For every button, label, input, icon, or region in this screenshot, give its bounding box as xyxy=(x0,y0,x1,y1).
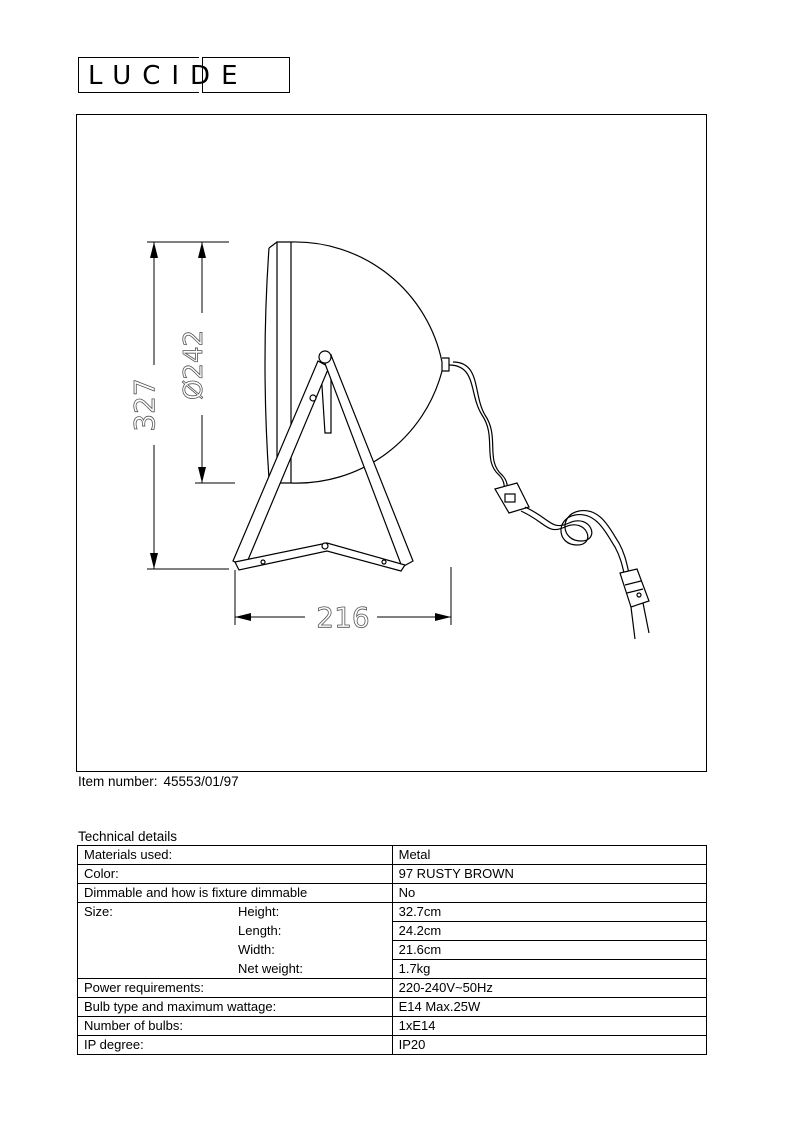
table-row xyxy=(78,979,707,998)
spec-label: IP degree: xyxy=(78,1036,393,1055)
table-row xyxy=(78,922,707,941)
spec-label: Number of bulbs: xyxy=(78,1017,393,1036)
spec-label-cell xyxy=(78,960,393,979)
spec-value: 21.6cm xyxy=(392,941,706,960)
height-dimension xyxy=(128,242,229,569)
brand-logo xyxy=(78,57,290,95)
spec-label-cell xyxy=(78,903,393,922)
logo-text: LUCIDE xyxy=(88,61,249,91)
spec-label: Bulb type and maximum wattage: xyxy=(78,998,393,1017)
spec-sublabel: Width: xyxy=(238,942,275,957)
table-row xyxy=(78,865,707,884)
table-row xyxy=(78,960,707,979)
table-row xyxy=(78,941,707,960)
spec-sublabel: Height: xyxy=(238,904,280,920)
item-number-value: 45553/01/97 xyxy=(163,774,239,789)
lamp-drawing-svg xyxy=(77,115,706,771)
spec-label: Dimmable and how is fixture dimmable xyxy=(78,884,393,903)
item-number-label: Item number: xyxy=(78,774,158,789)
spec-value: E14 Max.25W xyxy=(392,998,706,1017)
table-row xyxy=(78,1036,707,1055)
spec-value: 97 RUSTY BROWN xyxy=(392,865,706,884)
table-row xyxy=(78,884,707,903)
spec-value: IP20 xyxy=(392,1036,706,1055)
spec-label: Color: xyxy=(78,865,393,884)
spec-label: Materials used: xyxy=(78,846,393,865)
diameter-dimension xyxy=(179,242,235,483)
table-row xyxy=(78,903,707,922)
spec-sublabel: Length: xyxy=(238,923,282,938)
spec-value: No xyxy=(392,884,706,903)
dim-width-label: 216 xyxy=(316,601,370,634)
spec-value: 1.7kg xyxy=(392,960,706,979)
width-dimension xyxy=(235,567,451,634)
dim-height-label: 327 xyxy=(128,378,161,432)
table-row xyxy=(78,1017,707,1036)
spec-label: Size: xyxy=(84,904,113,920)
spec-value: 1xE14 xyxy=(392,1017,706,1036)
spec-sublabel: Net weight: xyxy=(238,960,304,976)
spec-label-cell xyxy=(78,941,393,960)
spec-value: 32.7cm xyxy=(392,903,706,922)
technical-details-title: Technical details xyxy=(78,829,178,844)
spec-value: 24.2cm xyxy=(392,922,706,941)
spec-value: Metal xyxy=(392,846,706,865)
technical-details-table xyxy=(77,845,707,1055)
power-cord xyxy=(449,362,649,639)
table-row xyxy=(78,998,707,1017)
spec-label: Power requirements: xyxy=(78,979,393,998)
item-number xyxy=(78,774,245,789)
spec-value: 220-240V~50Hz xyxy=(392,979,706,998)
table-row xyxy=(78,846,707,865)
spec-label-cell xyxy=(78,922,393,941)
technical-drawing xyxy=(76,114,707,772)
dim-diameter-label: Ø242 xyxy=(179,329,209,401)
